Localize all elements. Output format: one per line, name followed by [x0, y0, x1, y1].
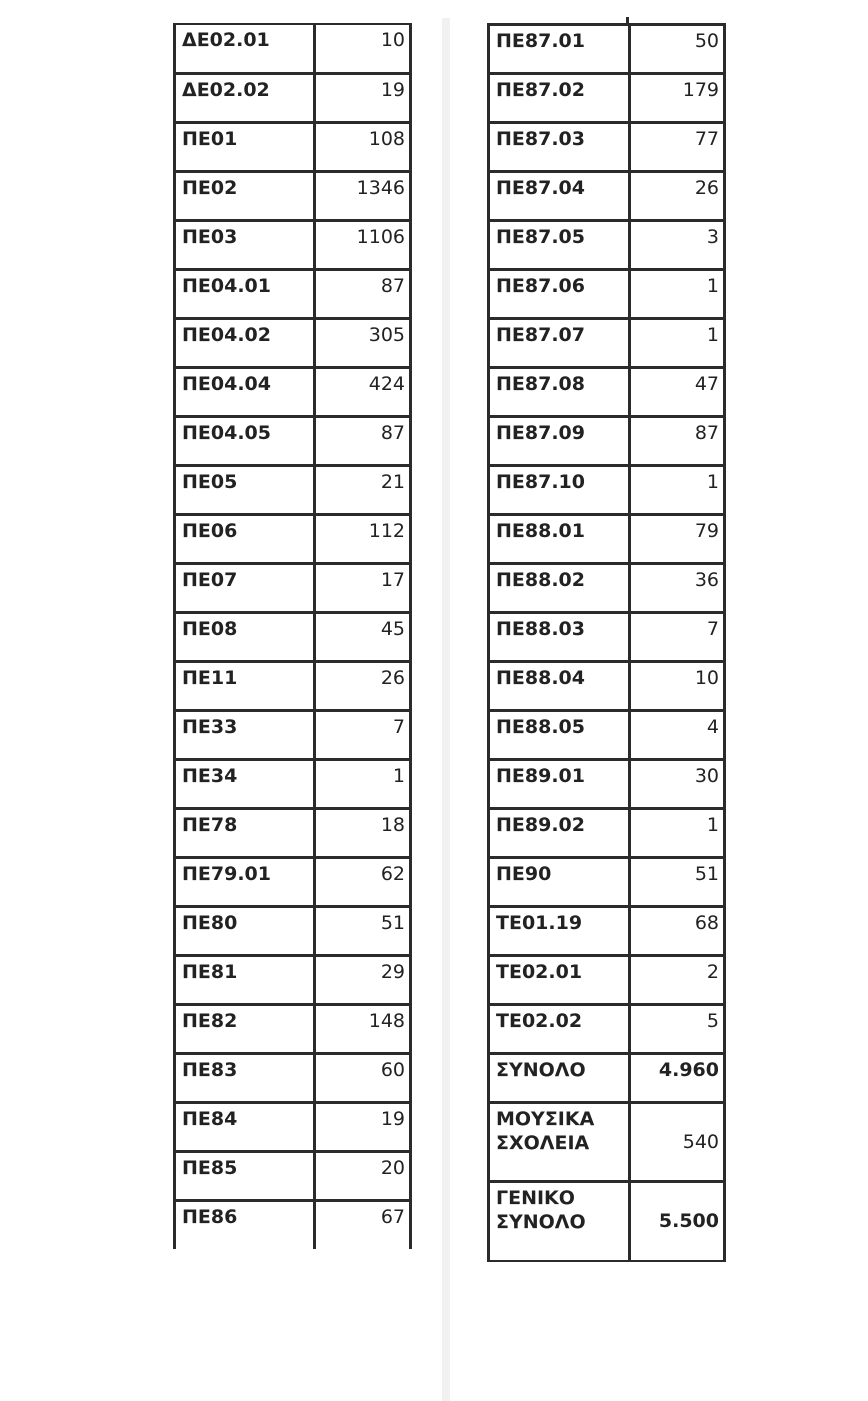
specialty-code-cell: ΠΕ34 [175, 759, 315, 808]
count-cell: 26 [630, 172, 725, 221]
table-row [489, 172, 725, 221]
count-cell: 68 [630, 907, 725, 956]
count-cell: 1 [630, 319, 725, 368]
count-cell: 1 [630, 809, 725, 858]
specialty-code-cell: ΠΕ90 [489, 858, 630, 907]
table-row [489, 564, 725, 613]
specialty-code-cell: ΠΕ87.06 [489, 270, 630, 319]
table-row [175, 122, 411, 171]
left-specialty-table [173, 23, 412, 1249]
specialty-code-cell: ΤΕ01.19 [489, 907, 630, 956]
count-cell: 1346 [315, 171, 411, 220]
table-row [175, 563, 411, 612]
specialty-code-cell: ΔΕ02.02 [175, 73, 315, 122]
count-cell: 60 [315, 1053, 411, 1102]
specialty-code-cell: ΠΕ03 [175, 220, 315, 269]
count-cell: 50 [630, 25, 725, 74]
count-cell: 19 [315, 1102, 411, 1151]
table-row [175, 1102, 411, 1151]
specialty-code-cell: ΠΕ87.08 [489, 368, 630, 417]
right-table-body [489, 25, 725, 1261]
specialty-code-cell: ΠΕ88.01 [489, 515, 630, 564]
table-row [175, 269, 411, 318]
count-cell: 51 [630, 858, 725, 907]
count-cell: 7 [630, 613, 725, 662]
table-row [489, 25, 725, 74]
count-cell: 179 [630, 74, 725, 123]
count-cell: 2 [630, 956, 725, 1005]
specialty-code-cell: ΠΕ80 [175, 906, 315, 955]
count-cell: 87 [630, 417, 725, 466]
count-cell: 18 [315, 808, 411, 857]
count-cell: 108 [315, 122, 411, 171]
table-row [489, 270, 725, 319]
table-row [489, 417, 725, 466]
table-row [175, 514, 411, 563]
count-cell: 1 [630, 270, 725, 319]
table-row [175, 465, 411, 514]
table-row [175, 955, 411, 1004]
table-row [175, 24, 411, 73]
count-cell: 17 [315, 563, 411, 612]
specialty-code-cell: ΠΕ87.03 [489, 123, 630, 172]
table-row [175, 710, 411, 759]
count-cell: 87 [315, 269, 411, 318]
right-specialty-table [487, 23, 726, 1262]
specialty-code-cell: ΤΕ02.02 [489, 1005, 630, 1054]
table-row [175, 1004, 411, 1053]
table-row [489, 760, 725, 809]
specialty-code-cell: ΠΕ86 [175, 1200, 315, 1249]
table-row [175, 759, 411, 808]
table-row [489, 1054, 725, 1103]
specialty-code-cell: ΤΕ02.01 [489, 956, 630, 1005]
table-row [489, 956, 725, 1005]
count-cell: 26 [315, 661, 411, 710]
table-row [489, 74, 725, 123]
count-cell: 305 [315, 318, 411, 367]
count-cell: 10 [630, 662, 725, 711]
count-cell: 148 [315, 1004, 411, 1053]
specialty-code-cell: ΠΕ87.02 [489, 74, 630, 123]
table-row [489, 613, 725, 662]
specialty-code-cell: ΠΕ87.05 [489, 221, 630, 270]
table-row [489, 123, 725, 172]
count-cell: 1 [315, 759, 411, 808]
table-row [489, 1182, 725, 1261]
count-cell: 19 [315, 73, 411, 122]
table-row [175, 808, 411, 857]
specialty-code-cell: ΠΕ33 [175, 710, 315, 759]
table-row [175, 73, 411, 122]
table-row [489, 368, 725, 417]
count-cell: 112 [315, 514, 411, 563]
count-cell: 47 [630, 368, 725, 417]
specialty-code-cell: ΠΕ87.10 [489, 466, 630, 515]
specialty-code-cell: ΓΕΝΙΚΟ ΣΥΝΟΛΟ [489, 1182, 630, 1261]
table-row [175, 220, 411, 269]
specialty-code-cell: ΠΕ06 [175, 514, 315, 563]
table-row [489, 1005, 725, 1054]
count-cell: 51 [315, 906, 411, 955]
specialty-code-cell: ΠΕ87.07 [489, 319, 630, 368]
table-row [489, 221, 725, 270]
count-cell: 67 [315, 1200, 411, 1249]
count-cell: 79 [630, 515, 725, 564]
specialty-code-cell: ΠΕ07 [175, 563, 315, 612]
count-cell: 20 [315, 1151, 411, 1200]
count-cell: 21 [315, 465, 411, 514]
table-row [489, 515, 725, 564]
count-cell: 62 [315, 857, 411, 906]
count-cell: 36 [630, 564, 725, 613]
specialty-code-cell: ΠΕ87.01 [489, 25, 630, 74]
table-row [175, 612, 411, 661]
table-row [175, 318, 411, 367]
count-cell: 45 [315, 612, 411, 661]
specialty-code-cell: ΠΕ88.05 [489, 711, 630, 760]
left-table-body [175, 24, 411, 1249]
specialty-code-cell: ΠΕ87.04 [489, 172, 630, 221]
count-cell: 3 [630, 221, 725, 270]
specialty-code-cell: ΠΕ85 [175, 1151, 315, 1200]
specialty-code-cell: ΠΕ05 [175, 465, 315, 514]
specialty-code-cell: ΠΕ78 [175, 808, 315, 857]
table-row [489, 319, 725, 368]
column-gap [442, 18, 450, 1401]
specialty-code-cell: ΠΕ04.02 [175, 318, 315, 367]
count-cell: 540 [630, 1103, 725, 1182]
specialty-code-cell: ΠΕ01 [175, 122, 315, 171]
count-cell: 1106 [315, 220, 411, 269]
specialty-code-cell: ΠΕ02 [175, 171, 315, 220]
table-row [489, 662, 725, 711]
count-cell: 4.960 [630, 1054, 725, 1103]
specialty-code-cell: ΠΕ88.02 [489, 564, 630, 613]
table-row [175, 1200, 411, 1249]
count-cell: 29 [315, 955, 411, 1004]
table-row [489, 907, 725, 956]
count-cell: 4 [630, 711, 725, 760]
table-row [175, 857, 411, 906]
specialty-code-cell: ΠΕ88.04 [489, 662, 630, 711]
specialty-code-cell: ΠΕ89.02 [489, 809, 630, 858]
specialty-code-cell: ΠΕ81 [175, 955, 315, 1004]
table-row [175, 416, 411, 465]
count-cell: 1 [630, 466, 725, 515]
specialty-code-cell: ΠΕ04.04 [175, 367, 315, 416]
specialty-code-cell: ΣΥΝΟΛΟ [489, 1054, 630, 1103]
specialty-code-cell: ΠΕ89.01 [489, 760, 630, 809]
specialty-code-cell: ΠΕ08 [175, 612, 315, 661]
table-row [175, 1053, 411, 1102]
table-row [489, 809, 725, 858]
count-cell: 424 [315, 367, 411, 416]
table-row [175, 1151, 411, 1200]
table-row [489, 1103, 725, 1182]
specialty-code-cell: ΜΟΥΣΙΚΑ ΣΧΟΛΕΙΑ [489, 1103, 630, 1182]
specialty-code-cell: ΠΕ88.03 [489, 613, 630, 662]
table-row [175, 367, 411, 416]
count-cell: 5.500 [630, 1182, 725, 1261]
specialty-code-cell: ΠΕ87.09 [489, 417, 630, 466]
table-row [175, 906, 411, 955]
specialty-code-cell: ΠΕ82 [175, 1004, 315, 1053]
specialty-code-cell: ΠΕ83 [175, 1053, 315, 1102]
table-row [175, 171, 411, 220]
table-row [175, 661, 411, 710]
specialty-code-cell: ΠΕ79.01 [175, 857, 315, 906]
table-row [489, 711, 725, 760]
table-row [489, 466, 725, 515]
count-cell: 7 [315, 710, 411, 759]
count-cell: 87 [315, 416, 411, 465]
specialty-code-cell: ΔΕ02.01 [175, 24, 315, 73]
specialty-code-cell: ΠΕ04.01 [175, 269, 315, 318]
count-cell: 5 [630, 1005, 725, 1054]
count-cell: 30 [630, 760, 725, 809]
count-cell: 10 [315, 24, 411, 73]
table-row [489, 858, 725, 907]
specialty-code-cell: ΠΕ04.05 [175, 416, 315, 465]
count-cell: 77 [630, 123, 725, 172]
specialty-code-cell: ΠΕ11 [175, 661, 315, 710]
specialty-code-cell: ΠΕ84 [175, 1102, 315, 1151]
